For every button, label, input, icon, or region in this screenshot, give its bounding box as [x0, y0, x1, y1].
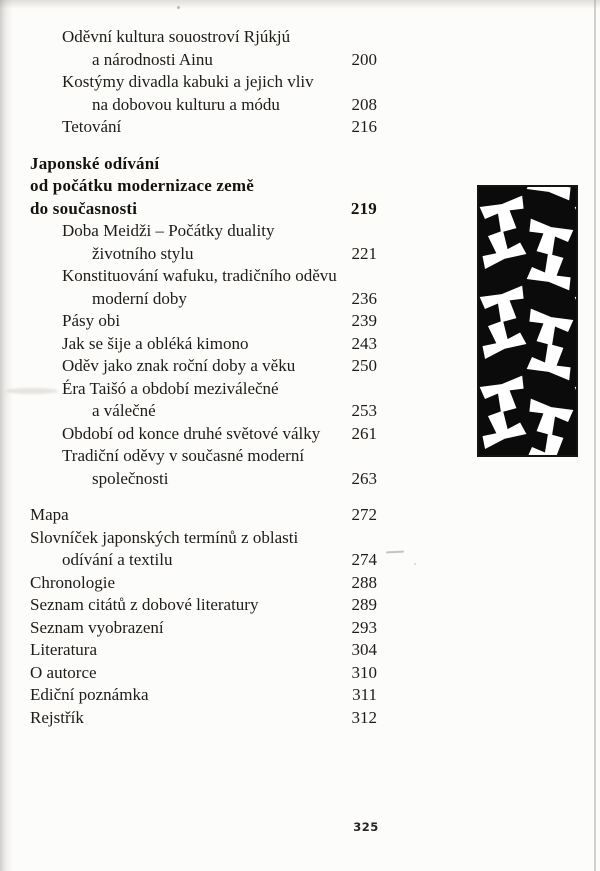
toc-entry-page-number: 304 [351, 640, 377, 659]
toc-entry-title: Tetování [62, 117, 122, 136]
toc-entry [0, 175, 377, 198]
toc-entry-page-number: 263 [351, 468, 377, 488]
toc-entry-title: Éra Taišó a období meziválečné [62, 378, 279, 398]
toc-entry-page-number: 310 [351, 662, 377, 682]
toc-entry-page-number: 312 [351, 707, 377, 727]
toc-entry-title: Tradiční oděvy v současné moderní [62, 446, 305, 465]
toc-entry-title: Slovníček japonských termínů z oblasti [30, 527, 299, 547]
toc-entry [0, 549, 377, 572]
toc-entry-page-number: 200 [351, 49, 377, 69]
toc-entry-title: Ediční poznámka [30, 685, 149, 704]
toc-entry-page-number: 289 [351, 595, 377, 614]
toc-entry-title: Konstituování wafuku, tradičního oděvu [62, 266, 337, 285]
toc-entry-title: Jak se šije a obléká kimono [62, 333, 249, 353]
toc-entry [0, 198, 377, 221]
toc-entry-page-number: 288 [351, 572, 377, 592]
toc-entry-title: Chronologie [30, 572, 115, 592]
toc-entry-title: do současnosti [30, 198, 138, 218]
tessellation-pattern-icon [479, 187, 576, 455]
toc-entry [0, 617, 377, 640]
toc-entry-title: na dobovou kulturu a módu [92, 94, 280, 114]
toc-entry [0, 504, 377, 527]
toc-entry-page-number: 221 [351, 243, 377, 263]
toc-entry-title: Doba Meidži – Počátky duality [62, 221, 275, 240]
scan-speck [414, 563, 416, 565]
toc-entry-page-number: 208 [351, 94, 377, 114]
toc-entry-title: životního stylu [92, 243, 194, 263]
toc-entry-title: od počátku modernizace země [30, 176, 254, 195]
toc-entry-page-number: 311 [352, 685, 377, 704]
toc-entry-title: Pásy obi [62, 311, 121, 330]
toc-entry-page-number: 216 [351, 117, 377, 136]
toc-entry [0, 639, 377, 662]
toc-entry [0, 265, 377, 288]
toc-entry [0, 153, 377, 176]
toc-entry [0, 662, 377, 685]
table-of-contents [0, 26, 377, 729]
toc-entry-title: Seznam vyobrazení [30, 617, 164, 637]
toc-entry [0, 423, 377, 446]
toc-entry [0, 468, 377, 491]
toc-entry-title: Seznam citátů z dobové literatury [30, 595, 259, 614]
toc-entry-page-number: 261 [351, 423, 377, 443]
pencil-mark [386, 551, 404, 554]
toc-entry-page-number: 293 [351, 617, 377, 637]
toc-entry [0, 400, 377, 423]
toc-entry-title: O autorce [30, 662, 97, 682]
toc-entry-page-number: 253 [351, 401, 377, 420]
toc-entry-page-number: 239 [351, 311, 377, 330]
scan-top-shadow [0, 0, 600, 9]
toc-entry [0, 594, 377, 617]
toc-entry [0, 310, 377, 333]
toc-entry-title: Rejstřík [30, 707, 84, 727]
scan-speck [177, 6, 180, 9]
toc-entry [0, 572, 377, 595]
page-number: 325 [353, 820, 379, 834]
toc-entry-title: Japonské odívání [30, 153, 160, 173]
toc-entry-title: moderní doby [92, 288, 187, 308]
toc-entry-page-number: 236 [351, 288, 377, 308]
toc-entry [0, 378, 377, 401]
toc-entry-title: Oděv jako znak roční doby a věku [62, 356, 296, 375]
toc-entry [0, 116, 377, 139]
toc-entry [0, 445, 377, 468]
toc-entry-page-number: 274 [351, 550, 377, 569]
toc-entry [0, 333, 377, 356]
toc-entry [0, 527, 377, 550]
toc-entry [0, 94, 377, 117]
toc-entry [0, 71, 377, 94]
toc-entry-title: Kostýmy divadla kabuki a jejich vliv [62, 72, 314, 91]
toc-entry-page-number: 243 [351, 333, 377, 353]
scan-right-edge [594, 0, 596, 871]
toc-entry [0, 26, 377, 49]
toc-entry-page-number: 250 [351, 356, 377, 375]
toc-entry-page-number: 219 [350, 198, 377, 218]
toc-entry [0, 243, 377, 266]
toc-entry-title: Oděvní kultura souostroví Rjúkjú [62, 27, 291, 46]
toc-entry [0, 288, 377, 311]
toc-entry [0, 707, 377, 730]
toc-entry-title: Mapa [30, 505, 69, 524]
toc-entry-title: a národnosti Ainu [92, 49, 213, 69]
toc-entry-title: Období od konce druhé světové války [62, 423, 321, 443]
kimono-tessellation-ornament [477, 185, 578, 457]
toc-entry-page-number: 272 [351, 505, 377, 524]
toc-entry [0, 220, 377, 243]
toc-entry-title: a válečné [92, 401, 156, 420]
toc-entry-title: společnosti [92, 468, 169, 488]
toc-entry [0, 684, 377, 707]
toc-entry-title: odívání a textilu [62, 550, 173, 569]
toc-entry-title: Literatura [30, 640, 98, 659]
toc-entry [0, 355, 377, 378]
toc-entry [0, 49, 377, 72]
